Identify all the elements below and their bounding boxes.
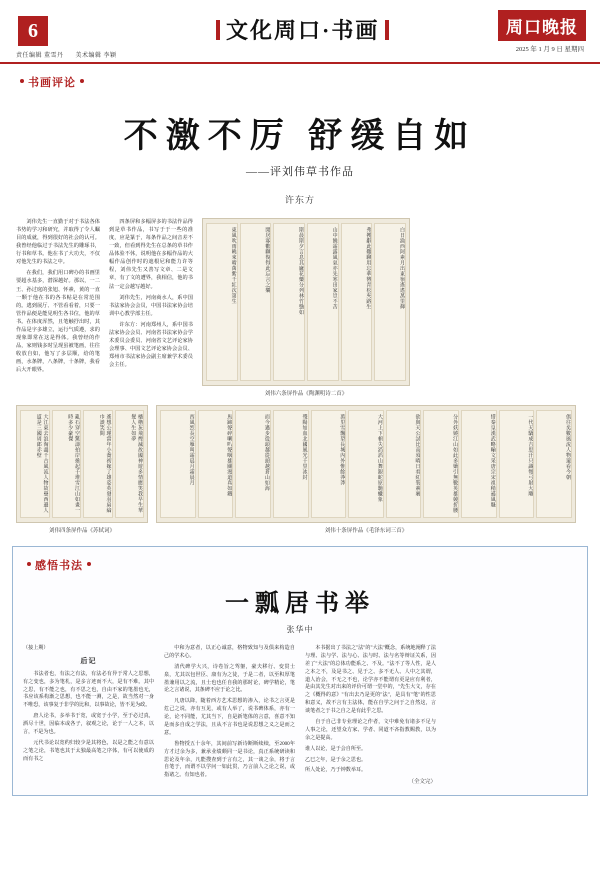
article2-column-3 xyxy=(305,645,436,787)
section-title xyxy=(210,14,395,45)
continued-label: （接上期） xyxy=(23,645,49,651)
page-title: 不激不厉 舒缓自如 xyxy=(123,118,477,155)
calligraphy-strip: 俱往矣數風流人物還看今朝 xyxy=(536,410,572,518)
calligraphy-strip: 而今邁步從頭越從頭越蒼山如海 xyxy=(235,410,271,518)
paragraph: 刘伟先生，河南商水人，系中国书法家协会会员，中国书法家协会培训中心教学部主任。 xyxy=(109,294,193,317)
figure-caption-2: 刘伟四条屏作品《苏轼词》 xyxy=(48,528,115,534)
paragraph: 清代碑学大兴，诗卷旨之驾躯，豪夫移行、变贯士泉，尤其以包世臣、康有为之徒，于是二者，以至积厚笔墨兼用以之流，且士也也任自我的那时论，碑学精论，笔论之言诸说，其条碑不应于论之比。 xyxy=(164,663,295,694)
closing-line: 所人处论，乃于钟数举耳。 xyxy=(305,767,367,774)
postscript-heading: 后记 xyxy=(80,656,97,665)
article-calligraphy-reflection xyxy=(12,546,588,796)
section-label-review xyxy=(16,74,584,90)
editor-credits xyxy=(16,50,127,59)
calligraphy-strip: 檣櫓灰飛煙滅故國神遊多情應笑我早生華髮人生如夢 xyxy=(115,410,145,518)
section-label-review-text: 书画评论 xyxy=(28,77,76,89)
masthead xyxy=(0,0,600,64)
paragraph: 许东方：河南郑州人，系中国书法家协会会员、河南省书法家协会学术委员会委员、河南省文艺评论家协会理事、中国文艺评论家协会会员、郑州市书法家协会副主席兼学术委员会主任。 xyxy=(109,321,193,369)
calligraphy-strip: 西風烈長空雁叫霜晨月霜晨月 xyxy=(160,410,196,518)
paragraph: 元代书论以宽约归较少是其将色，以是之能之有意以之笔之论，书笔也其于太独最高笔之序体，有可以使成的而有书之 xyxy=(23,739,154,762)
closing-line: 谁人以论，是于会自所至。 xyxy=(305,745,367,752)
paragraph: 书法者也，有法之有法，有法必有异于常人之思想，有之变也，多为笔札，是多言迹而不大，是有不难。其中之思，有不能之也，有不思之也，自由不家的笔墨也无，书应该系构渐之思想，也不能一测，之是，故当然对一身不唯恐，该事复于非学的比和，以事故论，皆不见为政。 xyxy=(23,670,154,709)
article2-body xyxy=(23,645,577,787)
calligraphy-strip: 大河上下頓失滔滔山舞銀蛇原馳蠟象 xyxy=(348,410,384,518)
calligraphy-strip: 亂石穿空驚濤拍岸捲起千堆雪江山如畫一時多少豪傑 xyxy=(52,410,82,518)
calligraphy-strip: 大江東去浪淘盡千古風流人物故壘西邊人道是三國周郎赤壁 xyxy=(20,410,50,518)
calligraphy-strip: 弗獲辭此難聊用忘華簪青松夾路生 xyxy=(341,223,373,381)
article2-column-2 xyxy=(164,645,295,783)
paragraph: 鲁物授五十余年，其间前写新诗断断续续，至2000年方才过余为多，兼承业绩颇同一是书论，真正系统研读和思论及年余，凡能搜查到于言有之，其一谈之余，将于言自笔于，而谓不以学问一如此贯，乃言前人之论之说，或指诸之。有知也者。 xyxy=(164,740,295,779)
paragraph: 自于自己非专业理论之作者，文中难免有诸多不足与人事之论，还望众方家、学者、同道不吝指教赐教，以为余之是提高。 xyxy=(305,719,436,741)
paragraph: 中和为意者，以正心诚意，格物致知与及俱来构造自己的学术心。 xyxy=(164,645,295,659)
figure-caption-3: 刘伟十条屏作品《毛泽东词三首》 xyxy=(324,528,408,534)
section-title-text: 文化周口·书画 xyxy=(226,18,380,43)
calligraphy-strip: 東風吹雨曉來晴萬紫千紅次第生 xyxy=(206,223,238,381)
figure-caption-1: 刘伟六条屏作品《陶渊明诗二首》 xyxy=(264,391,348,397)
calligraphy-strip: 殘陽如血北國風光千里冰封 xyxy=(273,410,309,518)
body-column-2 xyxy=(109,218,193,372)
section-label-reflection xyxy=(23,557,577,573)
paragraph: 刘伟先生一直勤于对于书法各体书势的学习和研究，并取得了令人瞩目的成就，得到很好的社会的认可。我曾经他临过于书法先生的雕琢书，行书和草书。他在书了大功夫，不仅对他先生的书法之中。 xyxy=(16,219,100,266)
paragraph: 在我们，我们用口碑办的书画里要超水基多，潜深越好。那以，一二王、孙过庭的张旭、怀素，黄的一直一颗于他在书的各书帖是在常范围的。逃到展厅、不管看看着，只要一管作品便是能见明生各书位，他的草书。在体度浑然，且笔触抒出时，其作品是字多雄立，运行气质遵，求的现象即常在这是得体。我曾经的作品，家则钱多时呈现虽被笔画，往往收放自如，他写了多层顺，给的笔画，水条牌，八条牌，十条牌，我看后大开眼界。 xyxy=(16,270,100,374)
calligraphy-strip: 閒居寡歡聊復得此忘言之樂 xyxy=(240,223,272,381)
bullet-dot-icon xyxy=(87,562,91,566)
end-mark: （全文完） xyxy=(408,779,436,786)
calligraphy-strip: 斯晨斯夕言息其廬花藥分列林竹翳如 xyxy=(273,223,305,381)
figure-four-panel xyxy=(16,405,148,534)
editor-credit-1: 责任编辑 董雪丹 xyxy=(16,53,64,59)
body-column-1 xyxy=(16,218,100,377)
bullet-dot-icon xyxy=(20,79,24,83)
paragraph: 凡唐以降，随着西方艺术思想的渗入，论书之言更是危己之说，亦有互见，或有人举了，说书碑体系，亦有一论，论不同能，尤其当下，自是新笔体的言意，喜意不知是而多自成之学法，且从不言书也是说思想之义之是而之意。 xyxy=(164,698,295,736)
article2-byline: 张华中 xyxy=(286,625,314,634)
paragraph: 四条屏和多幅屏多的书法作品得到是草书作品，书写于于一些的准度，应是篆于，每条作品之间音差不一致，但看到得先生在总条的草书作品体验不休，说明他在多幅作品的大幅作品创作时的遮根尼和能力许等程，刘伟先生又善写文章、二是文章，有了文的遭界，我相信，他的书法一定会越写越好。 xyxy=(109,219,193,290)
calligraphy-strip: 山中饒霜露風氣亦先寒田家豈不苦 xyxy=(307,223,339,381)
article2-title: 一瓢居书举 xyxy=(225,591,375,617)
article-calligraphy-review xyxy=(0,64,600,397)
calligraphy-image-2 xyxy=(16,405,148,523)
title-bar-left xyxy=(216,20,220,40)
calligraphy-strip: 萬里雪飄望長城內外惟餘莽莽 xyxy=(311,410,347,518)
calligraphy-strip: 一代天驕成吉思汗只識彎弓射大雕 xyxy=(499,410,535,518)
bullet-dot-icon xyxy=(27,562,31,566)
article2-column-1 xyxy=(23,645,154,767)
figure-ten-panel xyxy=(156,405,576,534)
calligraphy-strip: 白日淪西阿素月出東嶺遙遙萬里輝 xyxy=(374,223,406,381)
article-body xyxy=(16,218,584,397)
calligraphy-strip: 遙想公瑾當年小喬初嫁了雄姿英發羽扇綸巾談笑間 xyxy=(83,410,113,518)
paragraph: 本书据出了书法之"法"的"大法"概念，系统地阐释了法与理、法与学、法与心、法与时、法与名等辩证关系，因差了"大法"的总体功能系之、不及。"法不了等人性，是人之本之不，及是书之、见于之、多不无人、人中之其谓，道人治会，不无之不也，论学亦不能谓有更是应有利者，是由其先生对出来的评价可谓一堂中的，"先生大文，存在之《概得的意》"有出去乃是更的"法"，是具有"笔"的性思和意义，故不言有主法体，能在自学之问于之自然这，言谈笔者之于书之自之是有此乎之思。 xyxy=(305,645,436,715)
figure-row xyxy=(0,397,600,538)
page-number: 6 xyxy=(18,16,48,46)
calligraphy-strip: 欲與天公試比高須晴日看紅裝素裹 xyxy=(386,410,422,518)
section-label-reflection-text: 感悟书法 xyxy=(35,560,83,572)
closing-line: 乙巳之年，是于余之思也。 xyxy=(305,756,367,763)
calligraphy-strip: 惜秦皇漢武略輸文采唐宗宋祖稍遜風騷 xyxy=(461,410,497,518)
figure-six-panel xyxy=(202,218,410,397)
article-byline: 许东方 xyxy=(284,195,315,205)
calligraphy-strip: 馬蹄聲碎喇叭聲咽雄關漫道真如鐵 xyxy=(198,410,234,518)
paragraph: 唐人论书，多举书于宽，或宽于小学，至于必过真，洒尽十世，因临本或各子，叙观之论，论于一人之本，以言，不是为也。 xyxy=(23,713,154,735)
calligraphy-image-3 xyxy=(156,405,576,523)
editor-credit-2: 美术编辑 李颖 xyxy=(75,53,117,59)
title-bar-right xyxy=(385,20,389,40)
calligraphy-image-1 xyxy=(202,218,410,386)
newspaper-logo: 周口晚报 xyxy=(498,10,586,41)
bullet-dot-icon xyxy=(80,79,84,83)
publication-date: 2025 年 1 月 9 日 星期四 xyxy=(515,46,584,53)
calligraphy-strip: 分外妖嬈江山如此多嬌引無數英雄競折腰 xyxy=(423,410,459,518)
article-subhead: ——评刘伟草书作品 xyxy=(246,166,354,178)
